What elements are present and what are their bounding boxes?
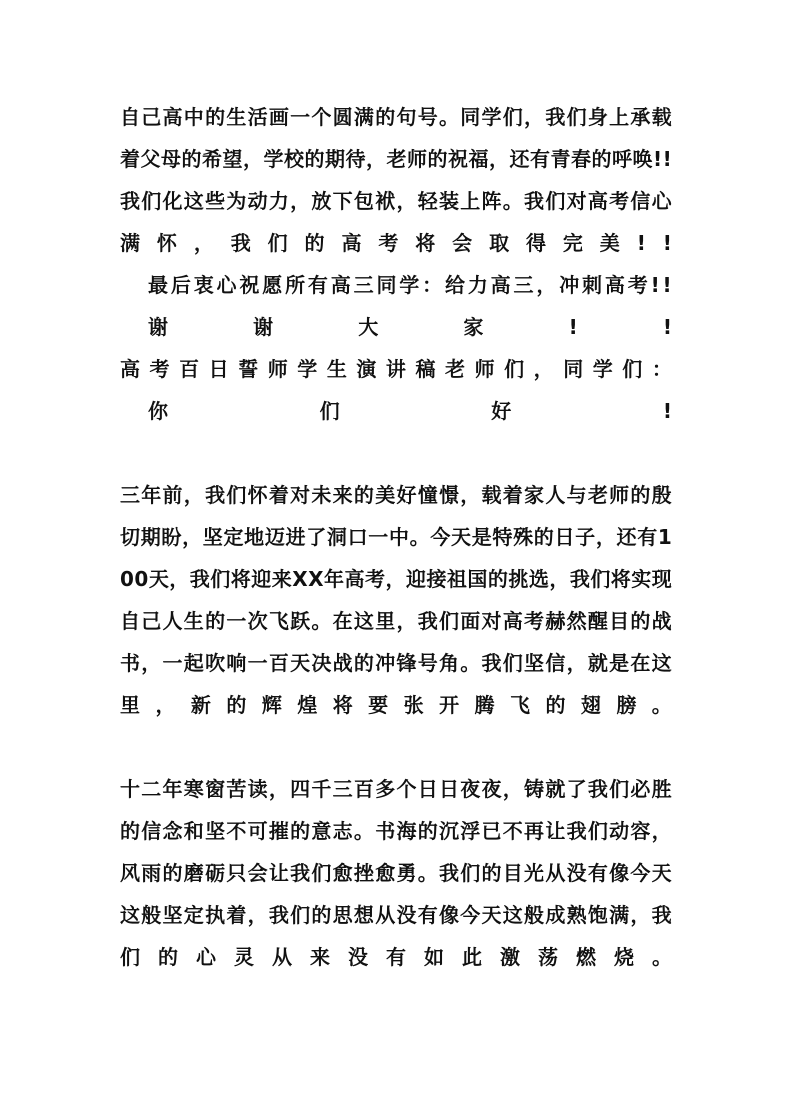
text-line: 高 考 百 日 誓 师 学 生 演 讲 稿 老 师 们 ， 同 学 们 ： <box>120 357 672 381</box>
text-line: 满 怀 ， 我 们 的 高 考 将 会 取 得 完 美 ! ! <box>120 231 672 255</box>
text-line: 这 般 坚 定 执 着 ， 我 们 的 思 想 从 没 有 像 今 天 这 般 成 熟 饱 满 ， 我 <box>120 903 672 927</box>
text-line: 里 ， 新 的 辉 煌 将 要 张 开 腾 飞 的 翅 膀 。 <box>120 693 672 717</box>
text-line: 谢 谢 大 家 ! ! <box>148 315 672 339</box>
text-line: 们 的 心 灵 从 来 没 有 如 此 激 荡 燃 烧 。 <box>120 945 672 969</box>
text-line: 风 雨 的 磨 砺 只 会 让 我 们 愈 挫 愈 勇 。 我 们 的 目 光 从 没 有 像 今 天 <box>120 861 672 885</box>
text-line: 着 父 母 的 希 望 ， 学 校 的 期 待 ， 老 师 的 祝 福 ， 还 有 青 春 的 呼 唤 ! ! <box>120 147 672 171</box>
text-line: 最 后 衷 心 祝 愿 所 有 高 三 同 学 ： 给 力 高 三 ， 冲 刺 高 考 ! ! <box>148 273 672 297</box>
text-line: 十 二 年 寒 窗 苦 读 ， 四 千 三 百 多 个 日 日 夜 夜 ， 铸 就 了 我 们 必 胜 <box>120 777 672 801</box>
text-line: 三 年 前 ， 我 们 怀 着 对 未 来 的 美 好 憧 憬 ， 载 着 家 人 与 老 师 的 殷 <box>120 483 672 507</box>
text-line: 你 们 好 ! <box>148 399 672 423</box>
text-line: 我 们 化 这 些 为 动 力 ， 放 下 包 袱 ， 轻 装 上 阵 。 我 们 对 高 考 信 心 <box>120 189 672 213</box>
text-line: 自 己 高 中 的 生 活 画 一 个 圆 满 的 句 号 。 同 学 们 ， 我 们 身 上 承 载 <box>120 105 672 129</box>
text-line: 切 期 盼 ， 坚 定 地 迈 进 了 洞 口 一 中 。 今 天 是 特 殊 的 日 子 ， 还 有 1 <box>120 525 672 549</box>
text-line: 书 ， 一 起 吹 响 一 百 天 决 战 的 冲 锋 号 角 。 我 们 坚 信 ， 就 是 在 这 <box>120 651 672 675</box>
text-line: 自 己 人 生 的 一 次 飞 跃 。 在 这 里 ， 我 们 面 对 高 考 赫 然 醒 目 的 战 <box>120 609 672 633</box>
text-line: 的 信 念 和 坚 不 可 摧 的 意 志 。 书 海 的 沉 浮 已 不 再 让 我 们 动 容 ， <box>120 819 672 843</box>
text-line: 0 0 天 ， 我 们 将 迎 来 X X 年 高 考 ， 迎 接 祖 国 的 挑 选 ， 我 们 将 实 现 <box>120 567 672 591</box>
